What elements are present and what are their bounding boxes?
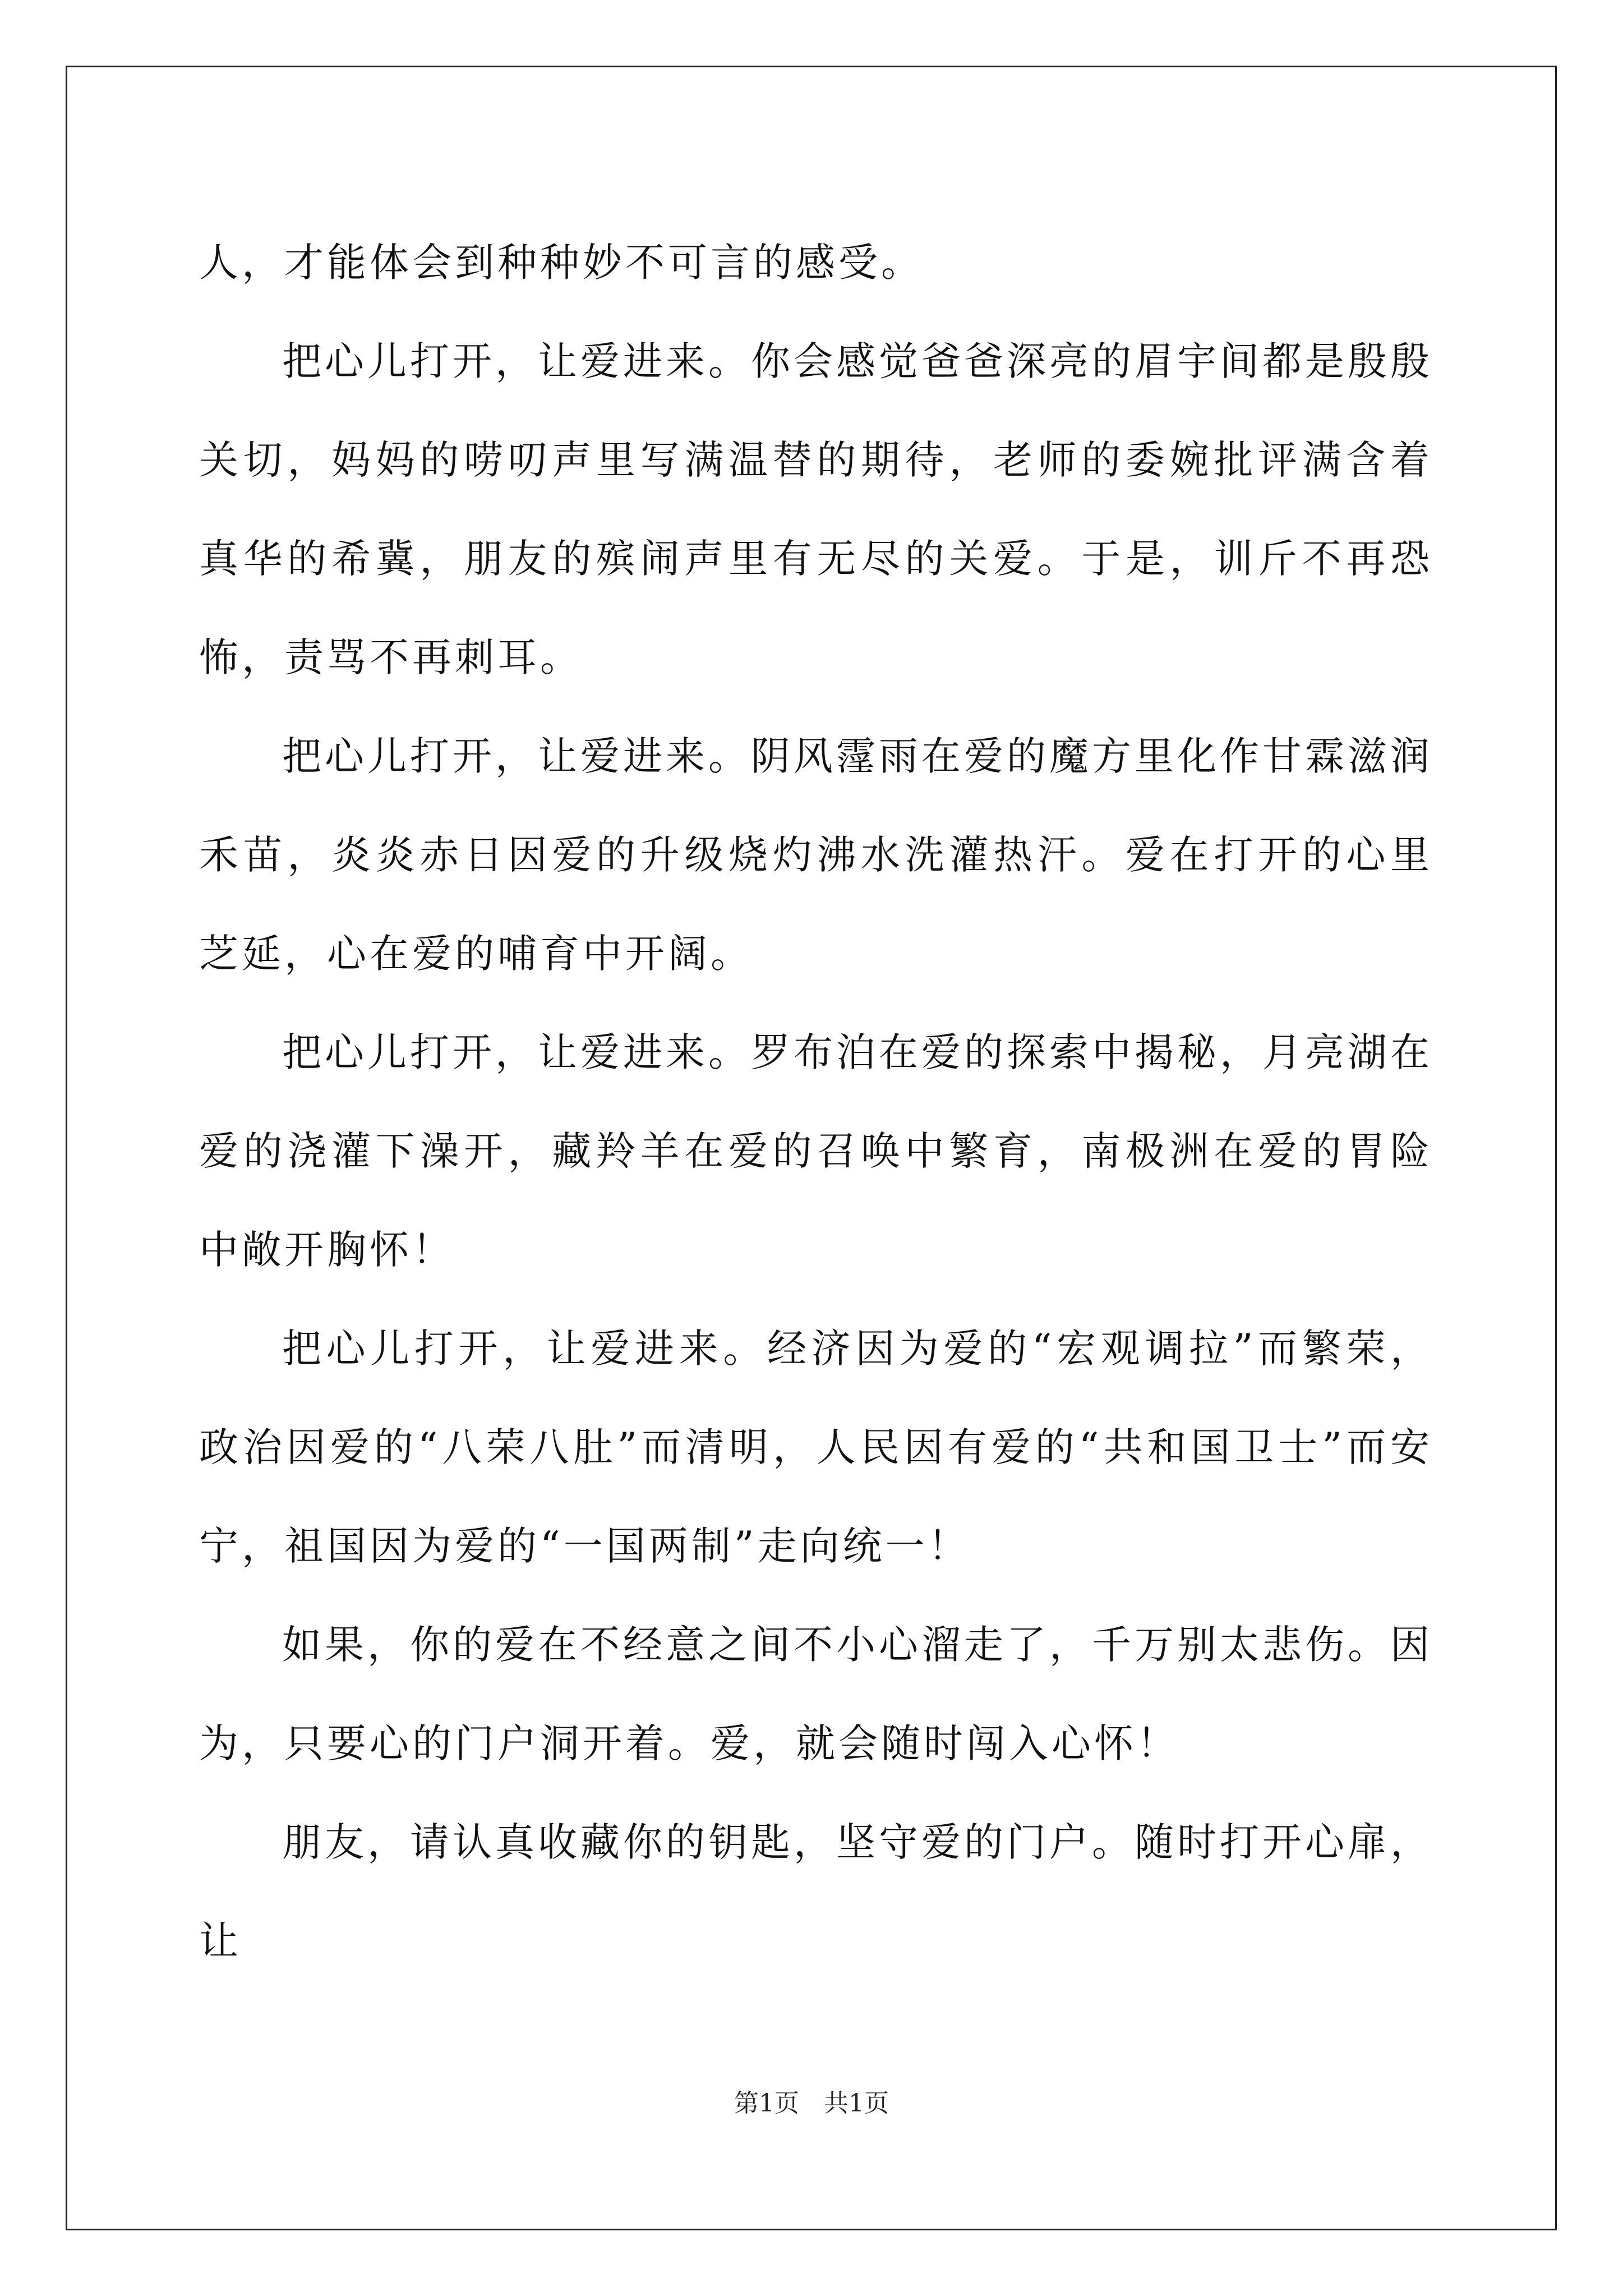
paragraph: 把心儿打开，让爱进来。经济因为爱的“宏观调拉”而繁荣，政治因爱的“八荣八肚”而清明，人民因有爱的“共和国卫士”而安宁，祖国因为爱的“一国两制”走向统一！ bbox=[199, 1326, 1433, 1569]
paragraph: 把心儿打开，让爱进来。阴风霪雨在爱的魔方里化作甘霖滋润禾苗，炎炎赤日因爱的升级烧灼沸水洗灌热汗。爱在打开的心里芝延，心在爱的哺育中开阔。 bbox=[199, 733, 1433, 977]
page-footer: 第1页 共1页 bbox=[734, 2089, 889, 2118]
document-body bbox=[199, 213, 1433, 1990]
paragraph: 朋友，请认真收藏你的钥匙，坚守爱的门户。随时打开心扉，让 bbox=[199, 1819, 1433, 1964]
paragraph: 人，才能体会到种种妙不可言的感受。 bbox=[199, 240, 924, 286]
paragraph: 如果，你的爱在不经意之间不小心溜走了，千万别太悲伤。因为，只要心的门户洞开着。爱，就会随时闯入心怀！ bbox=[199, 1622, 1433, 1766]
paragraph: 把心儿打开，让爱进来。罗布泊在爱的探索中揭秘，月亮湖在爱的浇灌下澡开，藏羚羊在爱的召唤中繁育，南极洲在爱的胃险中敞开胸怀！ bbox=[199, 1029, 1433, 1273]
paragraph: 把心儿打开，让爱进来。你会感觉爸爸深亮的眉宇间都是殷殷关切，妈妈的唠叨声里写满温替的期待，老师的委婉批评满含着真华的希冀，朋友的殡闹声里有无尽的关爱。于是，训斤不再恐怖，责骂不再刺耳。 bbox=[199, 338, 1433, 680]
